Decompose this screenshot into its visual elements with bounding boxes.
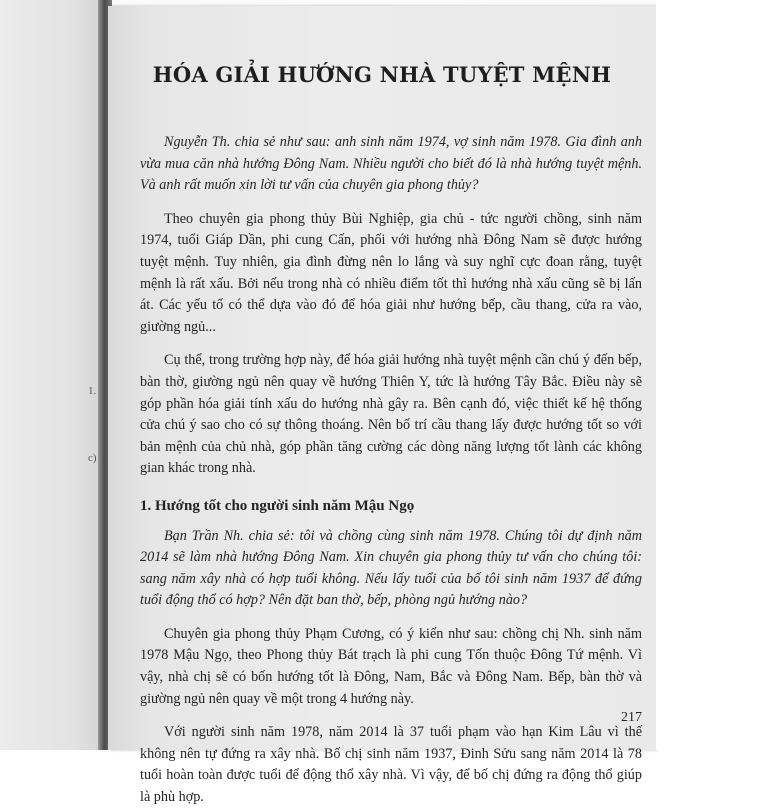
page-title: HÓA GIẢI HƯỚNG NHÀ TUYỆT MỆNH — [152, 62, 612, 87]
page-body — [140, 132, 642, 809]
expert-answer-paragraph: Theo chuyên gia phong thủy Bùi Nghiệp, gia chủ - tức người chồng, sinh năm 1974, tuổi Giáp Dần, phi cung Cấn, phối với hướng nhà Đông Nam sẽ được hướng tuyệt mệnh. Tuy nhiên, gia đình đừng nên lo lắng và suy nghĩ cực đoan rằng, tuyệt mệnh là rất xấu. Bởi nếu trong nhà có nhiều điểm tốt thì hướng nhà xấu cũng sẽ bị lấn át. Các yếu tố có thể dựa vào đó để hóa giải như hướng bếp, cầu thang, cửa ra vào, giường ngủ... — [140, 210, 642, 335]
reader-question: Nguyễn Th. chia sẻ như sau: anh sinh năm 1974, vợ sinh năm 1978. Gia đình anh vừa mua căn nhà hướng Đông Nam. Nhiều người cho biết đó là nhà hướng tuyệt mệnh. Và anh rất muốn xin lời tư vấn của chuyên gia phong thủy? — [140, 134, 642, 194]
book-page — [108, 6, 656, 806]
expert-answer-paragraph: Với người sinh năm 1978, năm 2014 là 37 tuổi phạm vào hạn Kim Lâu vì thế không nên tự đứng ra xây nhà. Bố chị sinh năm 1937, Đinh Sửu sang năm 2014 là 78 tuổi hoàn toàn được tuổi để động thổ xây nhà. Vì vậy, để bố chị đứng ra động thổ giúp là phù hợp. — [140, 724, 642, 806]
left-page-fragment: 1. — [88, 385, 97, 397]
reader-question: Bạn Trần Nh. chia sẻ: tôi và chồng cùng sinh năm 1978. Chúng tôi dự định năm 2014 sẽ làm nhà hướng Đông Nam. Xin chuyên gia phong thủy tư vấn cho chúng tôi: sang năm xây nhà có hợp tuổi không. Nếu lấy tuổi của bố tôi sinh năm 1937 để đứng tuổi động thổ có hợp? Nên đặt ban thờ, bếp, phòng ngủ hướng nào? — [140, 527, 642, 609]
page-number: 217 — [621, 710, 642, 725]
section-heading: 1. Hướng tốt cho người sinh năm Mậu Ngọ — [140, 497, 415, 514]
expert-answer-paragraph: Chuyên gia phong thủy Phạm Cương, có ý kiến như sau: chồng chị Nh. sinh năm 1978 Mậu Ngọ, theo Phong thủy Bát trạch là phi cung Tốn thuộc Đông Tứ mệnh. Vì vậy, nhà chị sẽ có bốn hướng tốt là Đông, Nam, Bắc và Đông Nam. Bếp, bàn thờ và giường ngủ nên quay về một trong 4 hướng này. — [140, 625, 642, 707]
left-page-edge — [0, 0, 106, 750]
background-edge — [656, 0, 750, 750]
left-page-fragment: c) — [88, 452, 97, 464]
expert-answer-paragraph: Cụ thể, trong trường hợp này, để hóa giải hướng nhà tuyệt mệnh cần chú ý đến bếp, bàn thờ, giường ngủ nên quay về hướng Thiên Y, tức là hướng Tây Bắc. Điều này sẽ góp phần hóa giải tính xấu do hướng nhà gây ra. Bên cạnh đó, việc thiết kế hệ thống cửa chú ý sao cho có sự thông thoáng. Nên bố trí cầu thang lấy được hướng tốt so với bản mệnh của chủ nhà, góp phần tăng cường các dòng năng lượng tốt lành các không gian khác trong nhà. — [140, 352, 642, 477]
